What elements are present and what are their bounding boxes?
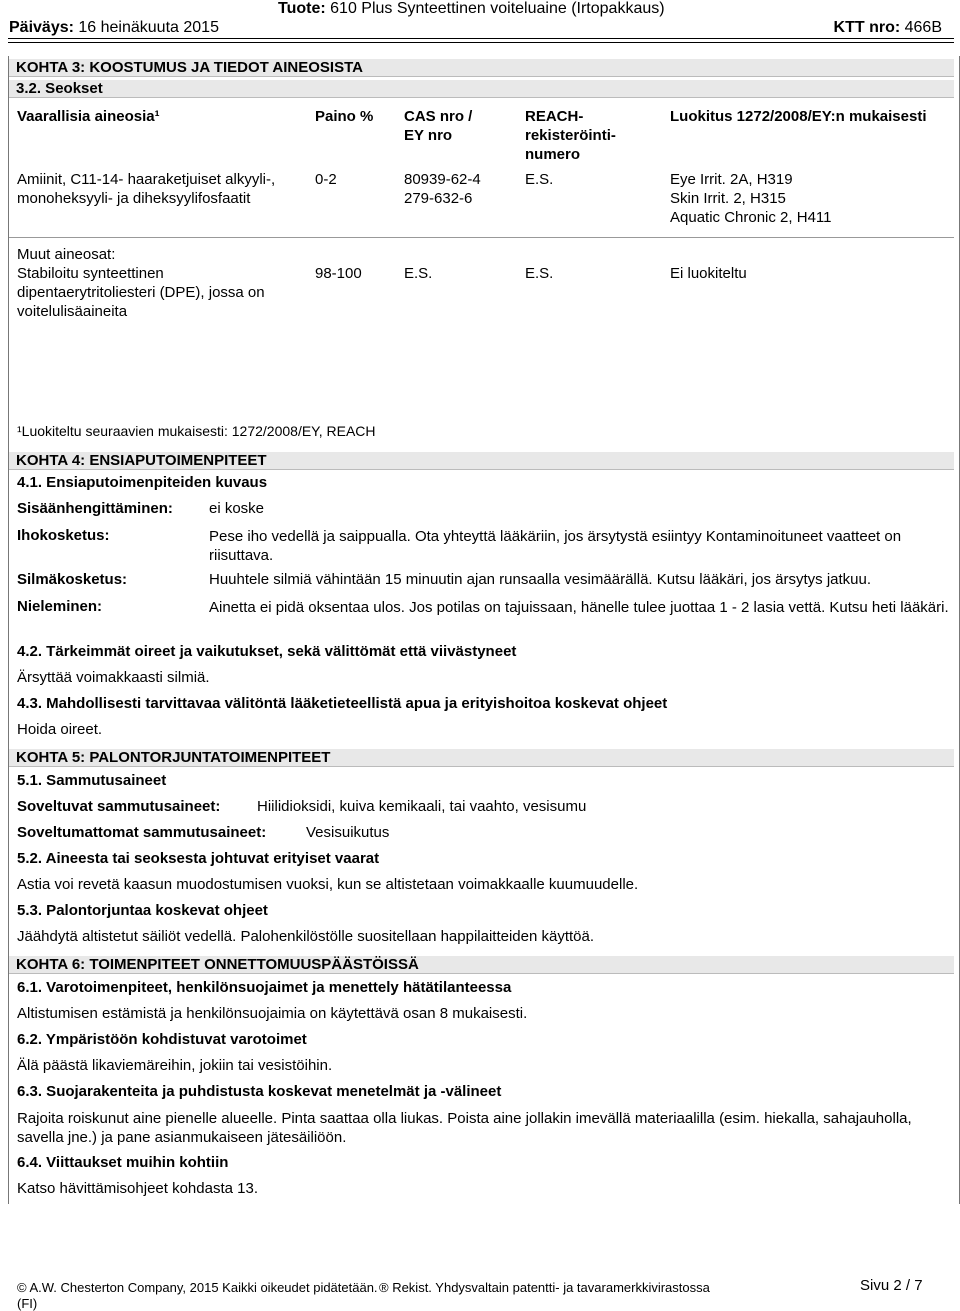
inhalation-label: Sisäänhengittäminen: bbox=[17, 500, 173, 517]
section-6-3-text: Rajoita roiskunut aine pienelle alueelle. Pinta saattaa olla liukas. Poista aine jollakin imevällä materiaalilla (esim. hiekalla, sahajauholla, savella jne.) ja pane asianmukaiseen jätesäiliöön. bbox=[17, 1110, 912, 1146]
footer-registered: ® Rekist. Yhdysvaltain patentti- ja tavaramerkkivirastossa bbox=[379, 1280, 710, 1295]
section-5-2-text: Astia voi revetä kaasun muodostumisen vuoksi, kun se altistetaan voimakkaalle kuumuudelle. bbox=[17, 876, 639, 893]
eye-contact-label: Silmäkosketus: bbox=[17, 571, 128, 588]
section-5-3-heading: 5.3. Palontorjuntaa koskevat ohjeet bbox=[17, 902, 268, 919]
col-classification: Luokitus 1272/2008/EY:n mukaisesti bbox=[670, 108, 927, 125]
section-3-2-heading: 3.2. Seokset bbox=[9, 80, 954, 98]
section-6-4-heading: 6.4. Viittaukset muihin kohtiin bbox=[17, 1154, 229, 1171]
row2-reach: E.S. bbox=[525, 265, 554, 282]
section-6-1-text: Altistumisen estämistä ja henkilönsuojaimia on käytettävä osan 8 mukaisesti. bbox=[17, 1005, 528, 1022]
row1-cas: 80939-62-4 bbox=[404, 171, 481, 188]
col-weight: Paino % bbox=[315, 108, 374, 125]
page-number: Sivu 2 / 7 bbox=[860, 1277, 923, 1294]
row2-weight: 98-100 bbox=[315, 265, 362, 282]
section-4-2-text: Ärsyttää voimakkaasti silmiä. bbox=[17, 669, 210, 686]
section-5-1-heading: 5.1. Sammutusaineet bbox=[17, 772, 167, 789]
section-5-2-heading: 5.2. Aineesta tai seoksesta johtuvat erityiset vaarat bbox=[17, 850, 380, 867]
row2-name-line3: voitelulisäaineita bbox=[17, 303, 128, 320]
section-6-1-heading: 6.1. Varotoimenpiteet, henkilönsuojaimet ja menettely hätätilanteessa bbox=[17, 979, 512, 996]
col-hazardous-ingredients: Vaarallisia aineosia¹ bbox=[17, 108, 160, 125]
section-6-2-heading: 6.2. Ympäristöön kohdistuvat varotoimet bbox=[17, 1031, 307, 1048]
section-6-heading: KOHTA 6: TOIMENPITEET ONNETTOMUUSPÄÄSTÖISSÄ bbox=[9, 956, 954, 974]
row1-weight: 0-2 bbox=[315, 171, 337, 188]
col-reach-3: numero bbox=[525, 146, 581, 163]
ingestion-text: Ainetta ei pidä oksentaa ulos. Jos potilas on tajuissaan, hänelle tulee juottaa 1 - 2 lasia vettä. Kutsu heti lääkäri. bbox=[209, 599, 949, 616]
section-4-3-heading: 4.3. Mahdollisesti tarvittavaa välitöntä lääketieteellistä apua ja erityishoitoa koskevat ohjeet bbox=[17, 695, 668, 712]
section-4-3-text: Hoida oireet. bbox=[17, 721, 103, 738]
document-date: Päiväys: 16 heinäkuuta 2015 bbox=[9, 19, 219, 36]
col-reach-1: REACH- bbox=[525, 108, 584, 125]
row2-name-line1: Stabiloitu synteettinen bbox=[17, 265, 164, 282]
section-5-heading: KOHTA 5: PALONTORJUNTATOIMENPITEET bbox=[9, 749, 954, 767]
col-reach-2: rekisteröinti- bbox=[525, 127, 616, 144]
row1-class-2: Skin Irrit. 2, H315 bbox=[670, 190, 786, 207]
row1-reach: E.S. bbox=[525, 171, 554, 188]
skin-contact-text: Pese iho vedellä ja saippualla. Ota yhteyttä lääkäriin, jos ärsytystä esiintyy Kontaminoituneet vaatteet on riisuttava. bbox=[209, 528, 902, 564]
section-4-heading: KOHTA 4: ENSIAPUTOIMENPITEET bbox=[9, 452, 954, 470]
header-rule bbox=[8, 38, 954, 39]
section-6-2-text: Älä päästä likaviemäreihin, jokiin tai vesistöihin. bbox=[17, 1057, 333, 1074]
eye-contact-text: Huuhtele silmiä vähintään 15 minuutin ajan runsaalla vesimäärällä. Kutsu lääkäri, jos ärsytys jatkuu. bbox=[209, 571, 872, 588]
row1-name-line2: monoheksyyli- ja diheksyylifosfaatit bbox=[17, 190, 251, 207]
classification-footnote: ¹Luokiteltu seuraavien mukaisesti: 1272/2008/EY, REACH bbox=[17, 423, 376, 439]
col-cas: CAS nro / bbox=[404, 108, 473, 125]
section-3-heading: KOHTA 3: KOOSTUMUS JA TIEDOT AINEOSISTA bbox=[9, 59, 954, 77]
row2-cas: E.S. bbox=[404, 265, 433, 282]
section-4-2-heading: 4.2. Tärkeimmät oireet ja vaikutukset, sekä välittömät että viivästyneet bbox=[17, 643, 517, 660]
unsuitable-media-label: Soveltumattomat sammutusaineet: bbox=[17, 824, 267, 841]
inhalation-text: ei koske bbox=[209, 500, 265, 517]
section-4-1-heading: 4.1. Ensiaputoimenpiteiden kuvaus bbox=[17, 474, 268, 491]
ktt-number: KTT nro: 466B bbox=[833, 19, 942, 36]
row2-class: Ei luokiteltu bbox=[670, 265, 747, 282]
section-6-3-heading: 6.3. Suojarakenteita ja puhdistusta koskevat menetelmät ja -välineet bbox=[17, 1083, 502, 1100]
section-5-3-text: Jäähdytä altistetut säiliöt vedellä. Palohenkilöstölle suositellaan happilaitteiden käyttöä. bbox=[17, 928, 595, 945]
suitable-media-text: Hiilidioksidi, kuiva kemikaali, tai vaahto, vesisumu bbox=[257, 798, 587, 815]
unsuitable-media-text: Vesisuikutus bbox=[306, 824, 390, 841]
skin-contact-label: Ihokosketus: bbox=[17, 527, 110, 544]
row1-ec: 279-632-6 bbox=[404, 190, 473, 207]
section-6-4-text: Katso hävittämisohjeet kohdasta 13. bbox=[17, 1180, 258, 1197]
product-title: Tuote: 610 Plus Synteettinen voiteluaine (Irtopakkaus) bbox=[278, 0, 665, 17]
row1-class-3: Aquatic Chronic 2, H411 bbox=[670, 209, 832, 226]
suitable-media-label: Soveltuvat sammutusaineet: bbox=[17, 798, 221, 815]
row1-name-line1: Amiinit, C11-14- haaraketjuiset alkyyli-, bbox=[17, 171, 276, 188]
row2-other-label: Muut aineosat: bbox=[17, 246, 116, 263]
footer-language: (FI) bbox=[17, 1296, 38, 1311]
header-rule-2 bbox=[8, 42, 954, 43]
ingestion-label: Nieleminen: bbox=[17, 598, 103, 615]
row2-name-line2: dipentaerytritoliesteri (DPE), jossa on bbox=[17, 284, 265, 301]
col-ec: EY nro bbox=[404, 127, 453, 144]
table-row-separator bbox=[9, 237, 954, 238]
row1-class-1: Eye Irrit. 2A, H319 bbox=[670, 171, 793, 188]
footer-copyright: © A.W. Chesterton Company, 2015 Kaikki oikeudet pidätetään. bbox=[17, 1280, 378, 1295]
